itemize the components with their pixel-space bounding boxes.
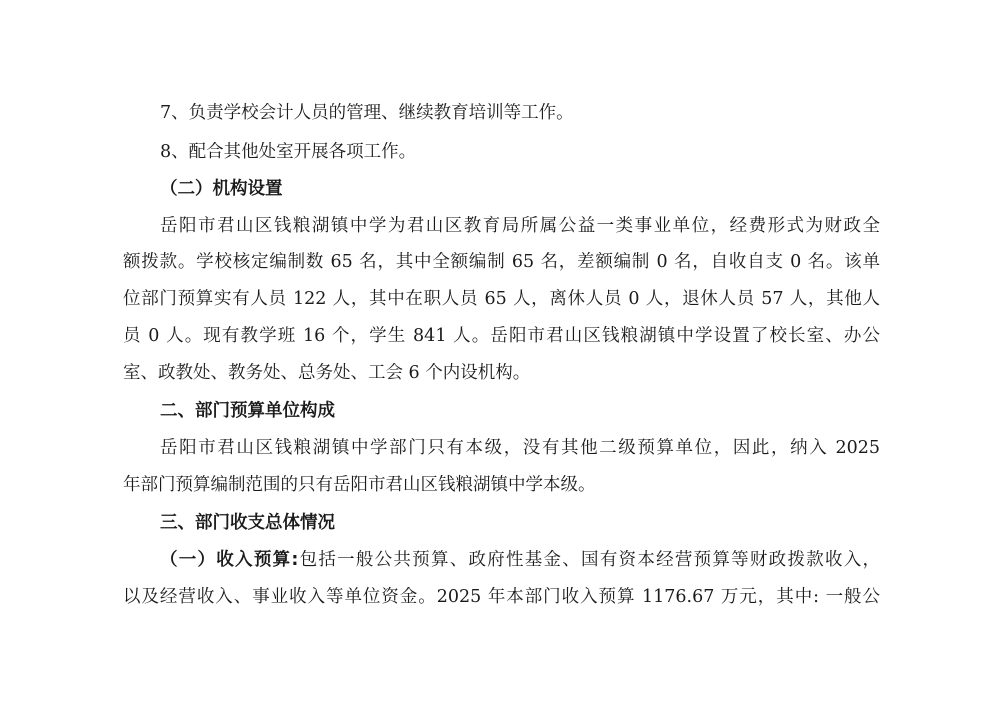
paragraph-line: 位部门预算实有人员 122 人，其中在职人员 65 人，离休人员 0 人，退休人员 57 人，其他人 xyxy=(123,289,880,309)
income-line xyxy=(160,548,880,572)
paragraph-line: 岳阳市君山区钱粮湖镇中学部门只有本级，没有其他二级预算单位，因此，纳入 2025 xyxy=(160,438,880,458)
income-label: （一）收入预算: xyxy=(160,550,299,570)
section-heading-budget: 三、部门收支总体情况 xyxy=(160,513,335,533)
paragraph-line: 以及经营收入、事业收入等单位资金。2025 年本部门收入预算 1176.67 万元，其中: 一般公 xyxy=(123,587,880,607)
income-text: 包括一般公共预算、政府性基金、国有资本经营预算等财政拨款收入， xyxy=(298,550,880,570)
paragraph-line: 岳阳市君山区钱粮湖镇中学为君山区教育局所属公益一类事业单位，经费形式为财政全 xyxy=(160,216,880,236)
paragraph-line: 额拨款。学校核定编制数 65 名，其中全额编制 65 名，差额编制 0 名，自收自支 0 名。该单 xyxy=(123,252,880,272)
section-heading-org: （二）机构设置 xyxy=(160,179,283,199)
duty-item-7: 7、负责学校会计人员的管理、继续教育培训等工作。 xyxy=(160,103,574,123)
section-heading-units: 二、部门预算单位构成 xyxy=(160,401,335,421)
paragraph-line: 室、政教处、教务处、总务处、工会 6 个内设机构。 xyxy=(123,363,531,383)
duty-item-8: 8、配合其他处室开展各项工作。 xyxy=(160,142,417,162)
paragraph-line: 员 0 人。现有教学班 16 个，学生 841 人。岳阳市君山区钱粮湖镇中学设置了校长室、办公 xyxy=(123,326,880,346)
paragraph-line: 年部门预算编制范围的只有岳阳市君山区钱粮湖镇中学本级。 xyxy=(123,475,596,495)
